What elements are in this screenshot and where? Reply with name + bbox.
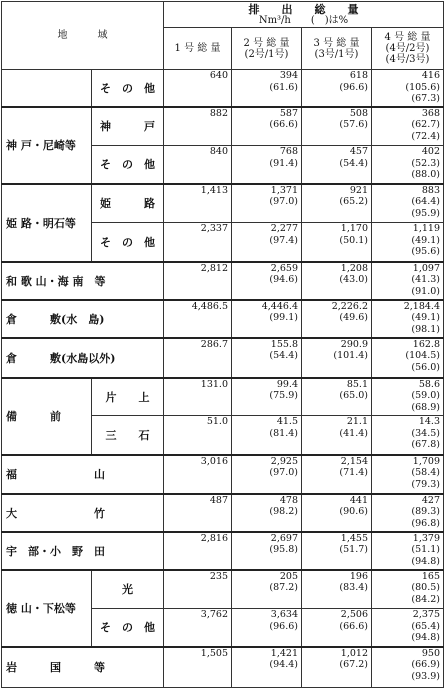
value-ratio: (66.6)	[269, 119, 298, 130]
value-total: 2,154	[340, 455, 368, 467]
value-col2	[232, 378, 302, 416]
value-total: 402	[421, 146, 440, 157]
value-col2	[232, 455, 302, 494]
col-header-2	[232, 28, 302, 70]
value-total: 368	[421, 107, 440, 119]
value-col3	[302, 378, 372, 416]
value-ratio-b: (56.0)	[411, 361, 440, 373]
value-ratio: (51.7)	[339, 544, 368, 555]
value-total: 85.1	[346, 378, 368, 390]
value-ratio: (81.4)	[269, 427, 298, 439]
value-total: 587	[279, 107, 298, 119]
value-total: 2,925	[270, 455, 298, 467]
region-cell: 備 前	[2, 378, 92, 455]
value-total: 840	[209, 146, 228, 157]
value-col2	[232, 146, 302, 184]
value-col3	[302, 455, 372, 494]
subregion-cell: 神 戸	[92, 107, 164, 146]
value-col1	[164, 223, 232, 262]
value-ratio: (101.4)	[333, 350, 368, 361]
value-ratio: (54.4)	[269, 350, 298, 361]
col-header-4-ratio-a: (4号/2号)	[385, 43, 430, 54]
value-total: 457	[349, 146, 368, 157]
value-col4	[372, 455, 444, 494]
subregion-cell: そ の 他	[92, 70, 164, 107]
table-row	[2, 647, 444, 688]
col-header-3-ratio: (3号/1号)	[314, 48, 359, 60]
value-ratio-a: (64.4)	[411, 196, 440, 207]
value-ratio: (41.4)	[339, 427, 368, 439]
value-ratio: (43.0)	[339, 274, 368, 285]
value-col3	[302, 416, 372, 455]
table-row	[2, 455, 444, 494]
value-ratio: (98.2)	[269, 506, 298, 517]
value-col4	[372, 416, 444, 455]
region-cell: 岩 国 等	[2, 647, 164, 688]
region-cell: 福 山	[2, 455, 164, 494]
value-col3	[302, 570, 372, 609]
value-col4	[372, 338, 444, 378]
region-cell-empty	[2, 70, 92, 107]
value-ratio-a: (89.3)	[411, 506, 440, 517]
value-ratio: (90.6)	[339, 506, 368, 517]
value-total: 1,208	[340, 262, 368, 274]
value-col3	[302, 338, 372, 378]
value-ratio: (71.4)	[339, 467, 368, 478]
emission-total-header	[164, 2, 444, 28]
value-col3	[302, 300, 372, 338]
region-cell: 倉 敷(水島以外)	[2, 338, 164, 378]
value-col2	[232, 532, 302, 570]
value-col3	[302, 647, 372, 688]
value-ratio-b: (98.1)	[411, 323, 440, 335]
value-total: 1,097	[412, 262, 440, 274]
value-ratio-b: (72.4)	[411, 130, 440, 142]
value-col1	[164, 300, 232, 338]
value-total: 3,762	[200, 609, 228, 620]
value-col1	[164, 609, 232, 647]
value-ratio-b: (91.0)	[411, 285, 440, 297]
value-total: 99.4	[276, 378, 298, 390]
value-total: 1,379	[412, 532, 440, 544]
emission-total-title: 排 出 総 量	[248, 2, 359, 16]
value-total: 508	[349, 107, 368, 119]
value-total: 478	[279, 494, 298, 506]
value-total: 768	[279, 146, 298, 157]
value-total: 2,506	[340, 609, 368, 620]
value-total: 4,486.5	[191, 300, 228, 312]
value-total: 4,446.4	[261, 300, 298, 312]
value-col3	[302, 532, 372, 570]
value-total: 883	[421, 184, 440, 196]
value-total: 3,634	[270, 609, 298, 620]
value-total: 2,226.2	[331, 300, 368, 312]
emissions-table	[1, 1, 444, 688]
value-total: 441	[349, 494, 368, 506]
value-col1	[164, 455, 232, 494]
value-col2	[232, 262, 302, 300]
value-col2	[232, 300, 302, 338]
value-ratio-a: (49.1)	[411, 234, 440, 246]
value-total: 640	[209, 70, 228, 81]
value-col4	[372, 570, 444, 609]
value-total: 162.8	[412, 338, 440, 350]
value-col1	[164, 647, 232, 688]
region-cell: 姫 路・明石等	[2, 184, 92, 262]
subregion-cell: そ の 他	[92, 223, 164, 262]
value-col2	[232, 107, 302, 146]
percent-note: ( )は%	[310, 14, 349, 26]
value-total: 1,119	[412, 223, 440, 234]
value-ratio-a: (58.4)	[411, 467, 440, 478]
table-row	[2, 107, 444, 146]
value-col4	[372, 184, 444, 223]
value-total: 882	[209, 107, 228, 119]
table-row	[2, 184, 444, 223]
value-col1	[164, 570, 232, 609]
value-col3	[302, 494, 372, 532]
value-total: 2,816	[200, 532, 228, 544]
value-col2	[232, 609, 302, 647]
value-ratio-b: (79.3)	[411, 478, 440, 490]
subregion-cell: そ の 他	[92, 146, 164, 184]
value-ratio: (91.4)	[269, 157, 298, 169]
value-total: 618	[349, 70, 368, 81]
value-total: 235	[209, 570, 228, 582]
value-ratio-a: (105.6)	[405, 81, 440, 93]
value-total: 58.6	[418, 378, 440, 390]
value-total: 2,184.4	[403, 300, 440, 312]
value-col3	[302, 146, 372, 184]
value-total: 196	[349, 570, 368, 582]
value-ratio: (99.1)	[269, 312, 298, 323]
table-row	[2, 570, 444, 609]
region-cell: 神 戸・尼崎等	[2, 107, 92, 184]
value-ratio: (54.4)	[339, 157, 368, 169]
subregion-cell: そ の 他	[92, 609, 164, 647]
value-col1	[164, 416, 232, 455]
value-col4	[372, 262, 444, 300]
value-total: 2,337	[200, 223, 228, 234]
value-ratio-b: (95.6)	[411, 246, 440, 257]
value-col4	[372, 223, 444, 262]
col-header-1	[164, 28, 232, 70]
value-ratio: (65.2)	[339, 196, 368, 207]
value-total: 51.0	[206, 416, 228, 427]
col-header-3	[302, 28, 372, 70]
col-header-2-ratio: (2号/1号)	[244, 48, 289, 60]
header-row-1	[2, 2, 444, 28]
value-ratio: (61.6)	[269, 81, 298, 93]
value-ratio: (97.0)	[269, 196, 298, 207]
value-total: 427	[421, 494, 440, 506]
value-ratio-b: (93.9)	[411, 670, 440, 682]
value-col2	[232, 494, 302, 532]
region-cell: 宇 部・小 野 田	[2, 532, 164, 570]
value-ratio: (83.4)	[339, 582, 368, 593]
table-row	[2, 300, 444, 338]
value-col2	[232, 416, 302, 455]
table-row	[2, 494, 444, 532]
table-row	[2, 262, 444, 300]
value-ratio: (49.6)	[339, 312, 368, 323]
value-total: 1,371	[270, 184, 298, 196]
value-col2	[232, 223, 302, 262]
table-row	[2, 338, 444, 378]
value-ratio: (94.4)	[269, 659, 298, 670]
value-ratio-a: (41.3)	[411, 274, 440, 285]
value-ratio: (97.0)	[269, 467, 298, 478]
subregion-cell: 光	[92, 570, 164, 609]
value-total: 1,455	[340, 532, 368, 544]
value-ratio: (67.2)	[339, 659, 368, 670]
value-col1	[164, 146, 232, 184]
value-ratio: (96.6)	[339, 81, 368, 93]
value-ratio-a: (66.9)	[411, 659, 440, 670]
value-ratio-b: (67.8)	[411, 439, 440, 450]
value-ratio-b: (67.3)	[411, 93, 440, 104]
value-col3	[302, 107, 372, 146]
value-col3	[302, 262, 372, 300]
value-col1	[164, 378, 232, 416]
value-total: 165	[421, 570, 440, 582]
value-total: 1,421	[270, 647, 298, 659]
value-total: 2,659	[270, 262, 298, 274]
value-col3	[302, 184, 372, 223]
value-ratio-b: (95.9)	[411, 207, 440, 219]
col-header-2-label: 2 号 総 量	[243, 37, 290, 49]
value-total: 14.3	[418, 416, 440, 427]
value-total: 950	[421, 647, 440, 659]
value-col4	[372, 647, 444, 688]
table-row	[2, 70, 444, 107]
value-col3	[302, 223, 372, 262]
value-col4	[372, 300, 444, 338]
value-col4	[372, 378, 444, 416]
value-ratio-a: (62.7)	[411, 119, 440, 130]
subregion-cell: 片 上	[92, 378, 164, 416]
value-col1	[164, 532, 232, 570]
value-col4	[372, 609, 444, 647]
value-ratio-a: (65.4)	[411, 620, 440, 632]
value-total: 2,697	[270, 532, 298, 544]
region-cell: 和 歌 山・海 南 等	[2, 262, 164, 300]
value-total: 21.1	[346, 416, 368, 427]
value-total: 1,413	[200, 184, 228, 196]
value-ratio-a: (80.5)	[411, 582, 440, 593]
value-total: 1,012	[340, 647, 368, 659]
value-col1	[164, 70, 232, 107]
value-total: 131.0	[200, 378, 228, 390]
value-total: 416	[421, 70, 440, 81]
region-cell: 大 竹	[2, 494, 164, 532]
subregion-cell: 姫 路	[92, 184, 164, 223]
value-ratio: (57.6)	[339, 119, 368, 130]
value-total: 1,709	[412, 455, 440, 467]
value-total: 205	[279, 570, 298, 582]
value-total: 2,375	[412, 609, 440, 620]
col-header-4-label: 4 号 総 量	[384, 32, 431, 43]
value-ratio-a: (52.3)	[411, 157, 440, 169]
value-col2	[232, 647, 302, 688]
value-total: 286.7	[200, 338, 228, 350]
region-header	[2, 2, 164, 70]
value-col1	[164, 107, 232, 146]
value-col1	[164, 338, 232, 378]
value-ratio-b: (94.8)	[411, 632, 440, 643]
value-total: 1,505	[200, 647, 228, 659]
value-total: 41.5	[276, 416, 298, 427]
value-ratio: (95.8)	[269, 544, 298, 555]
region-header-label: 地 域	[57, 30, 108, 41]
value-total: 290.9	[340, 338, 368, 350]
value-col2	[232, 184, 302, 223]
unit-label: Nm³/h	[258, 14, 291, 26]
value-total: 2,812	[200, 262, 228, 274]
value-ratio-a: (49.1)	[411, 312, 440, 323]
value-col4	[372, 146, 444, 184]
value-ratio-a: (51.1)	[411, 544, 440, 555]
value-ratio-b: (94.8)	[411, 555, 440, 567]
value-col1	[164, 262, 232, 300]
value-ratio: (96.6)	[269, 620, 298, 632]
value-col2	[232, 70, 302, 107]
value-col1	[164, 494, 232, 532]
col-header-4-ratio-b: (4号/3号)	[385, 54, 430, 65]
value-col3	[302, 70, 372, 107]
table-row	[2, 532, 444, 570]
value-total: 155.8	[270, 338, 298, 350]
value-ratio-a: (34.5)	[411, 427, 440, 439]
value-ratio: (66.6)	[339, 620, 368, 632]
value-ratio: (75.9)	[269, 390, 298, 401]
value-total: 2,277	[270, 223, 298, 234]
value-col2	[232, 570, 302, 609]
region-cell: 倉 敷(水 島)	[2, 300, 164, 338]
value-col4	[372, 532, 444, 570]
value-col3	[302, 609, 372, 647]
value-ratio: (97.4)	[269, 234, 298, 246]
value-total: 3,016	[200, 455, 228, 467]
value-col4	[372, 70, 444, 107]
col-header-4	[372, 28, 444, 70]
col-header-3-label: 3 号 総 量	[313, 37, 360, 49]
value-total: 1,170	[340, 223, 368, 234]
value-col4	[372, 107, 444, 146]
col-header-1-label: 1 号 総 量	[174, 43, 221, 54]
value-ratio: (50.1)	[339, 234, 368, 246]
table-row	[2, 378, 444, 416]
value-ratio-b: (68.9)	[411, 401, 440, 413]
value-col1	[164, 184, 232, 223]
value-ratio-a: (104.5)	[405, 350, 440, 361]
value-ratio-b: (88.0)	[411, 169, 440, 180]
value-ratio-a: (59.0)	[411, 390, 440, 401]
value-ratio: (94.6)	[269, 274, 298, 285]
value-total: 921	[349, 184, 368, 196]
value-ratio: (87.2)	[269, 582, 298, 593]
value-ratio: (65.0)	[339, 390, 368, 401]
value-ratio-b: (84.2)	[411, 593, 440, 605]
value-col4	[372, 494, 444, 532]
value-ratio-b: (96.8)	[411, 517, 440, 529]
subregion-cell: 三 石	[92, 416, 164, 455]
region-cell: 徳 山・下松等	[2, 570, 92, 647]
value-total: 487	[209, 494, 228, 506]
value-col2	[232, 338, 302, 378]
value-total: 394	[279, 70, 298, 81]
